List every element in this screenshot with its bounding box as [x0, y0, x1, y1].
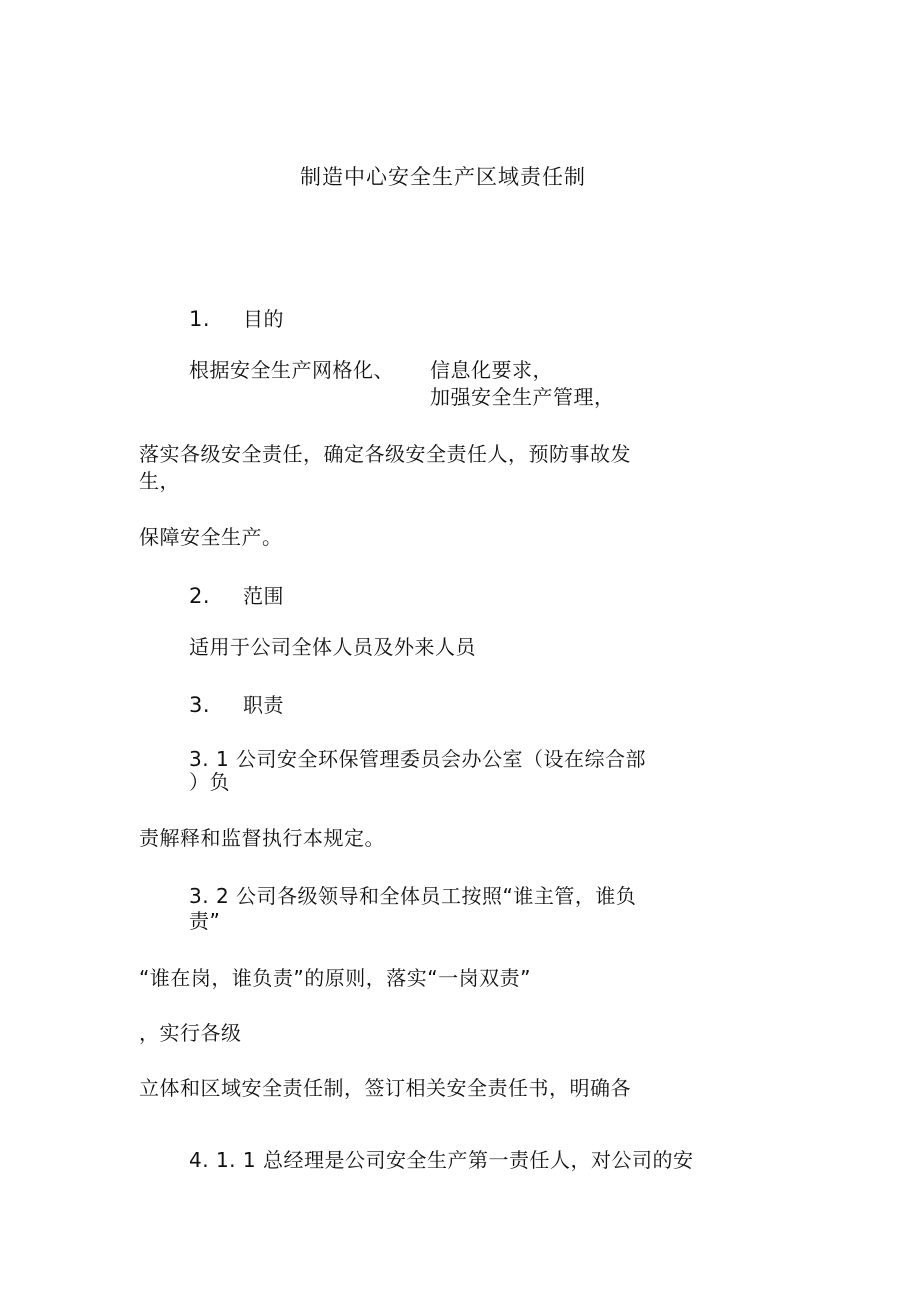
paragraph-line: 适用于公司全体人员及外来人员 — [189, 635, 476, 659]
paragraph-line: 立体和区域安全责任制，签订相关安全责任书，明确各 — [139, 1076, 631, 1100]
paragraph-line: 加强安全生产管理， — [430, 385, 615, 409]
paragraph-line: 3. 2 公司各级领导和全体员工按照“谁主管，谁负 — [189, 884, 637, 908]
section-2-heading: 范围 — [243, 584, 284, 608]
paragraph-line: “谁在岗，谁负责”的原则，落实“一岗双责” — [139, 966, 531, 990]
document-title: 制造中心安全生产区域责任制 — [300, 165, 586, 189]
paragraph-line: 4. 1. 1 总经理是公司安全生产第一责任人，对公司的安 — [189, 1148, 694, 1172]
paragraph-line: 3. 1 公司安全环保管理委员会办公室（设在综合部 — [189, 747, 647, 771]
paragraph-line: 根据安全生产网格化、 — [189, 358, 394, 382]
section-3-number: 3. — [189, 693, 211, 717]
section-3-heading: 职责 — [243, 693, 284, 717]
paragraph-line: ，实行各级 — [139, 1021, 242, 1045]
section-1-heading: 目的 — [243, 307, 284, 331]
paragraph-line: 生， — [139, 469, 180, 493]
section-2-number: 2. — [189, 584, 211, 608]
paragraph-line: 责” — [189, 909, 221, 933]
paragraph-line: 落实各级安全责任，确定各级安全责任人，预防事故发 — [139, 442, 631, 466]
paragraph-line: 责解释和监督执行本规定。 — [139, 826, 385, 850]
paragraph-line: 信息化要求， — [430, 358, 553, 382]
paragraph-line: 保障安全生产。 — [139, 525, 283, 549]
section-1-number: 1. — [189, 307, 211, 331]
paragraph-line: ）负 — [189, 770, 230, 794]
